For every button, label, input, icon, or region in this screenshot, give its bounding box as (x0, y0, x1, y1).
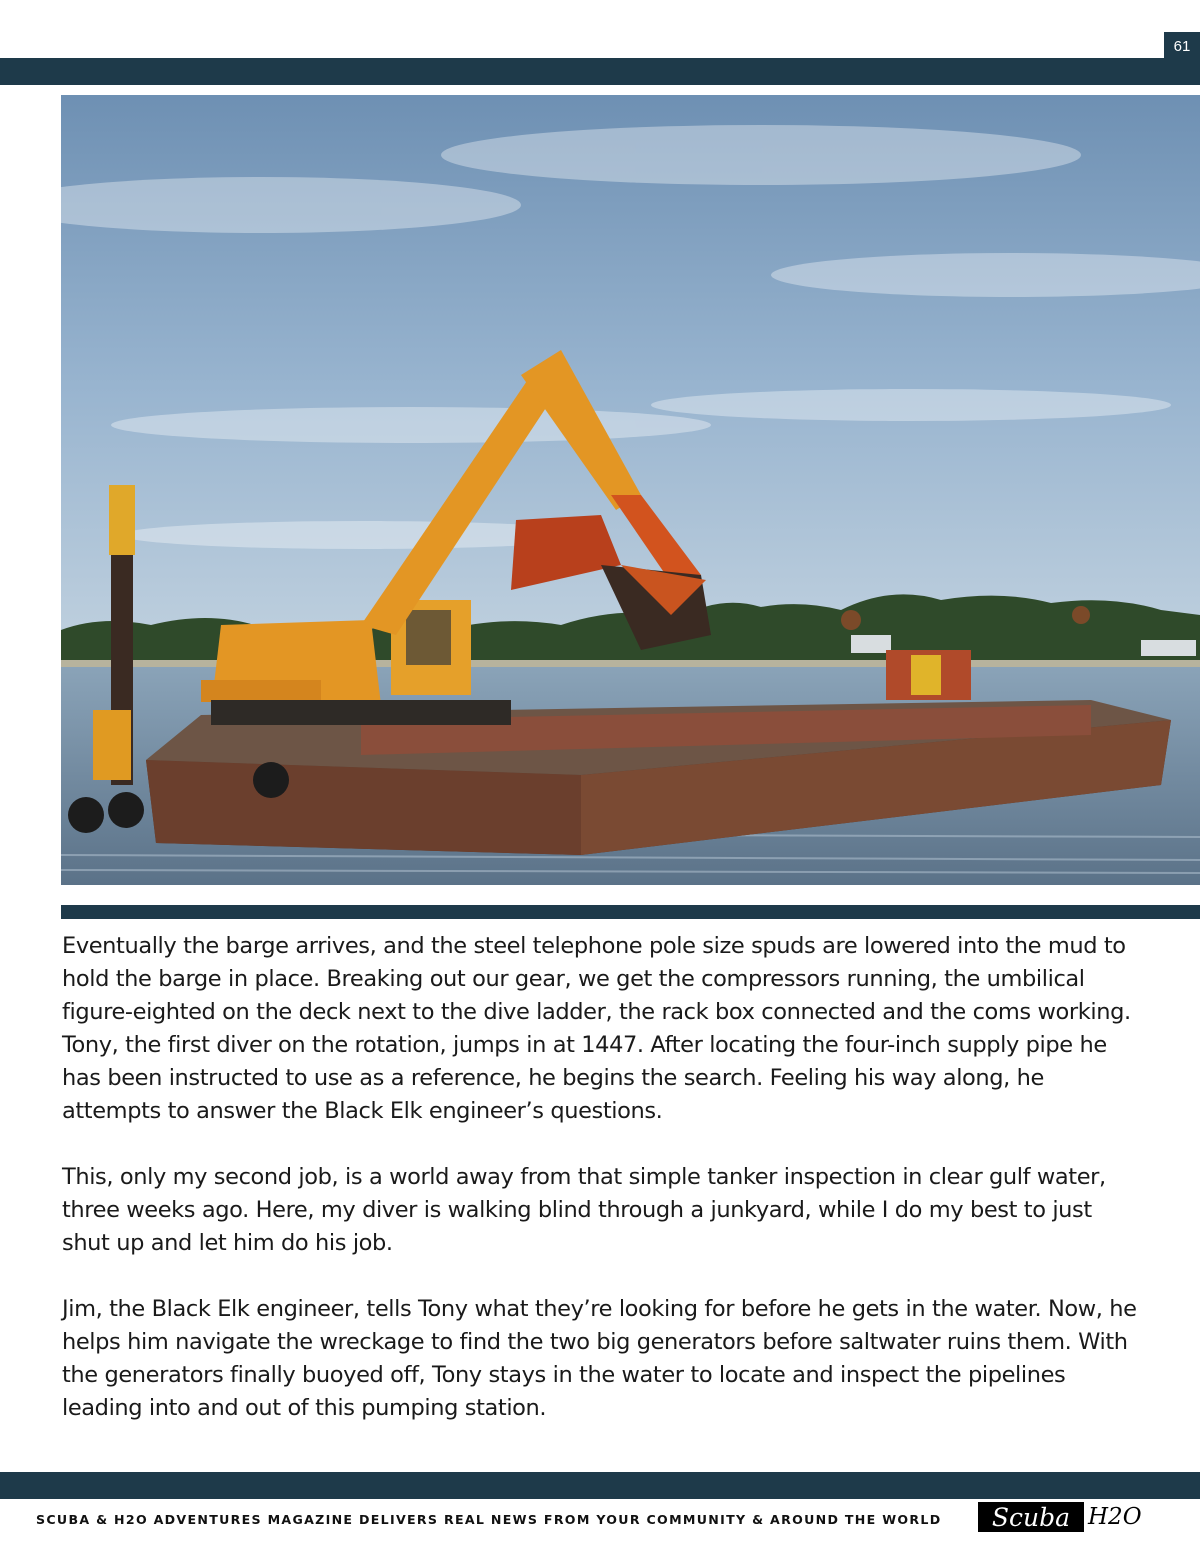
footer-tagline: SCUBA & H2O ADVENTURES MAGAZINE DELIVERS REAL NEWS FROM YOUR COMMUNITY & AROUND THE WORLD (36, 1512, 942, 1527)
logo-h2o: H2O (1088, 1504, 1142, 1530)
footer-band (0, 1472, 1200, 1499)
header-band (0, 58, 1200, 85)
article-body (62, 930, 1142, 1458)
page-number: 61 (1164, 32, 1200, 60)
article-paragraph-1: Eventually the barge arrives, and the steel telephone pole size spuds are lowered into the mud to hold the barge in place. Breaking out our gear, we get the compressors running, the umbilical figure-eighted on the deck next to the dive ladder, the rack box connected and the coms working. Tony, the first diver on the rotation, jumps in at 1447. After locating the four-inch supply pipe he has been instructed to use as a reference, he begins the search. Feeling his way along, he attempts to answer the Black Elk engineer’s questions. (62, 933, 1131, 1124)
article-paragraph-2: This, only my second job, is a world away from that simple tanker inspection in clear gulf water, three weeks ago. Here, my diver is walking blind through a junkyard, while I do my best to just shut up and let him do his job. (62, 1164, 1106, 1256)
barge-excavator-photo (61, 95, 1200, 885)
logo-scuba: Scuba (978, 1502, 1084, 1532)
divider-band (61, 905, 1200, 919)
scuba-h2o-logo (978, 1502, 1148, 1538)
article-paragraph-3: Jim, the Black Elk engineer, tells Tony what they’re looking for before he gets in the water. Now, he helps him navigate the wreckage to find the two big generators before saltwater ruins them. With the generators finally buoyed off, Tony stays in the water to locate and inspect the pipelines leading into and out of this pumping station. (62, 1296, 1137, 1421)
